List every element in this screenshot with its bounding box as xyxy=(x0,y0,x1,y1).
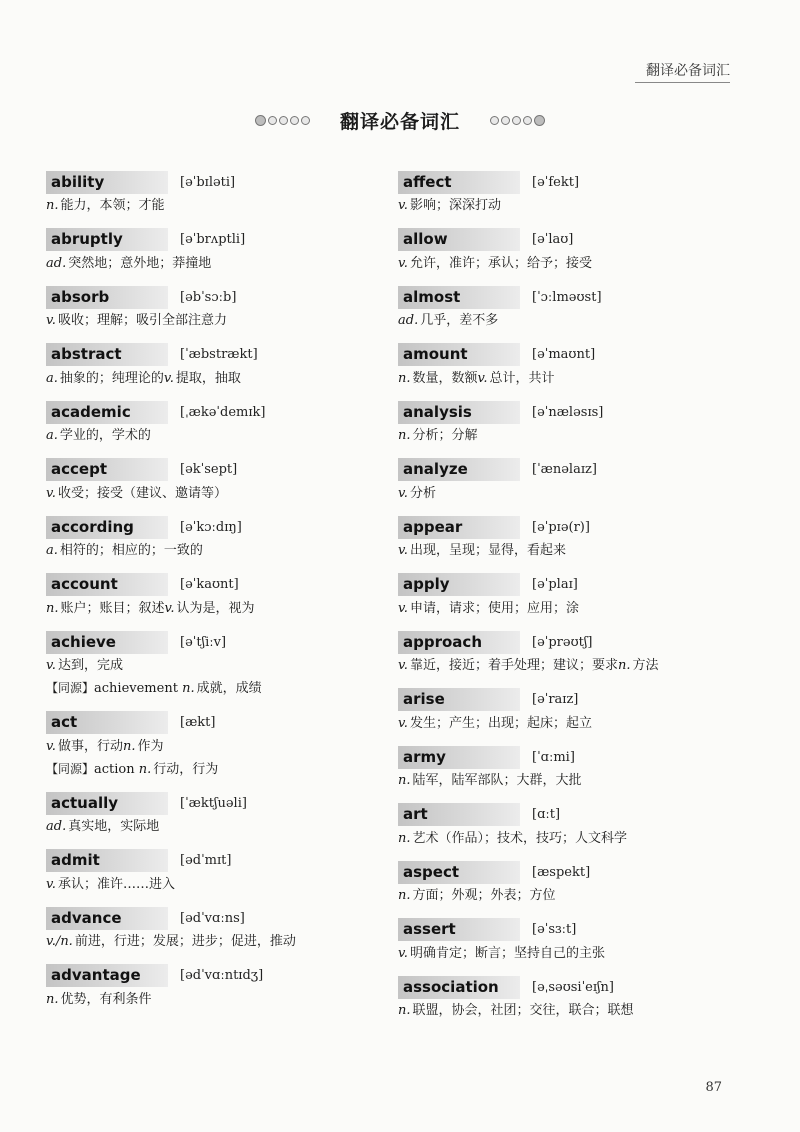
page-number: 87 xyxy=(705,1080,722,1095)
vocab-entry xyxy=(46,791,376,838)
definition xyxy=(46,195,376,217)
section-title: 翻译必备词汇 xyxy=(339,110,460,133)
phonetic: [əˈkɔːdɪŋ] xyxy=(180,519,242,535)
part-of-speech: n. xyxy=(122,738,136,754)
headword: absorb xyxy=(46,286,168,309)
word-line xyxy=(46,630,376,654)
ornament-dot xyxy=(490,116,499,125)
word-line xyxy=(398,745,758,769)
running-head: 翻译必备词汇 xyxy=(646,63,730,79)
ornament-dot xyxy=(534,115,545,126)
meaning-text: 艺术（作品）；技术，技巧；人文科学 xyxy=(412,830,628,846)
headword: ability xyxy=(46,171,168,194)
cognate-word: action xyxy=(94,761,135,777)
vocab-column-right xyxy=(398,170,758,1033)
part-of-speech: v. xyxy=(477,370,488,386)
headword: apply xyxy=(398,573,520,596)
definition xyxy=(46,540,376,562)
vocab-entry xyxy=(398,918,758,965)
meaning-text: 相符的；相应的；一致的 xyxy=(59,543,203,558)
part-of-speech: v. xyxy=(164,600,175,616)
definition xyxy=(46,598,376,620)
vocab-entry xyxy=(398,515,758,562)
headword: advance xyxy=(46,907,168,930)
vocab-entry xyxy=(46,228,376,275)
phonetic: [ˈæktʃuəli] xyxy=(180,795,247,811)
cognate-tag: 【同源】 xyxy=(46,681,95,695)
related-word-line xyxy=(46,758,376,781)
word-line xyxy=(398,975,758,999)
headword: approach xyxy=(398,631,520,654)
vocab-entry xyxy=(46,573,376,620)
meaning-text: 收受；接受（建议、邀请等） xyxy=(57,485,227,501)
definition xyxy=(398,885,758,907)
definition xyxy=(46,874,376,896)
phonetic: [əkˈsept] xyxy=(180,462,238,477)
phonetic: [əˈkaʊnt] xyxy=(180,577,239,592)
word-line xyxy=(398,515,758,539)
ornament-dot xyxy=(501,116,510,125)
phonetic: [əbˈsɔːb] xyxy=(180,289,237,305)
part-of-speech: v. xyxy=(398,945,408,961)
headword: art xyxy=(398,803,520,826)
phonetic: [ɑːt] xyxy=(532,807,561,822)
phonetic: [ækt] xyxy=(180,715,216,730)
word-line xyxy=(398,630,758,654)
vocab-entry xyxy=(398,860,758,907)
phonetic: [əˌsəʊsiˈeɪʃn] xyxy=(532,979,614,995)
definition xyxy=(46,736,376,758)
part-of-speech: v. xyxy=(398,255,408,271)
part-of-speech: a. xyxy=(46,370,58,386)
part-of-speech: n. xyxy=(398,773,411,788)
meaning-text: 提取，抽取 xyxy=(175,370,241,386)
definition xyxy=(398,770,758,792)
headword: account xyxy=(46,573,168,596)
word-line xyxy=(46,170,376,194)
vocab-entry xyxy=(46,711,376,781)
headword: amount xyxy=(398,343,520,366)
word-line xyxy=(46,964,376,988)
part-of-speech: n. xyxy=(46,198,59,213)
headword: achieve xyxy=(46,631,168,654)
meaning-text: 吸收；理解；吸引全部注意力 xyxy=(57,313,227,328)
title-ornament-right xyxy=(490,115,545,126)
meaning-text: 出现，呈现；显得，看起来 xyxy=(409,543,566,558)
meaning-text: 做事，行动 xyxy=(57,738,123,754)
definition xyxy=(46,310,376,332)
word-line xyxy=(46,515,376,539)
vocab-entry xyxy=(46,849,376,896)
vocab-entry xyxy=(398,400,758,447)
part-of-speech: v. xyxy=(398,715,408,731)
word-line xyxy=(46,906,376,930)
meaning-text: 联盟，协会，社团；交往，联合；联想 xyxy=(412,1003,634,1018)
phonetic: [əˈplaɪ] xyxy=(532,577,578,592)
vocab-entry xyxy=(398,745,758,792)
phonetic: [ədˈvɑːntɪdʒ] xyxy=(180,968,264,983)
meaning-text: 学业的，学术的 xyxy=(59,428,151,443)
word-line xyxy=(46,458,376,482)
phonetic: [əˈprəʊtʃ] xyxy=(532,634,593,650)
word-line xyxy=(398,343,758,367)
ornament-dot xyxy=(290,116,299,125)
part-of-speech: v. xyxy=(398,543,408,558)
phonetic: [ˈɔːlməʊst] xyxy=(532,289,602,305)
word-line xyxy=(46,791,376,815)
vocab-entry xyxy=(398,228,758,275)
word-line xyxy=(46,400,376,424)
meaning-text: 达到，完成 xyxy=(57,658,123,673)
meaning-text: 允许，准许；承认；给予；接受 xyxy=(409,255,592,271)
phonetic: [ˈɑːmi] xyxy=(532,749,575,765)
definition xyxy=(46,989,376,1011)
word-line xyxy=(46,285,376,309)
vocab-entry xyxy=(398,458,758,505)
headword: academic xyxy=(46,401,168,424)
part-of-speech: v. xyxy=(398,658,408,673)
definition xyxy=(46,483,376,505)
definition xyxy=(46,368,376,390)
headword: affect xyxy=(398,171,520,194)
part-of-speech: v. xyxy=(46,485,56,501)
phonetic: [əˈbɪləti] xyxy=(180,174,236,190)
word-line xyxy=(398,688,758,712)
cognate-word: achievement xyxy=(94,681,178,696)
headword: analyze xyxy=(398,458,520,481)
meaning-text: 明确肯定；断言；坚持自己的主张 xyxy=(409,945,605,961)
definition xyxy=(398,425,758,447)
ornament-dot xyxy=(512,116,521,125)
vocab-entry xyxy=(46,964,376,1011)
definition xyxy=(398,713,758,735)
vocab-entry xyxy=(398,285,758,332)
meaning-text: 行动，行为 xyxy=(153,761,219,777)
meaning-text: 账户；账目；叙述 xyxy=(60,600,165,616)
title-ornament-left xyxy=(255,115,310,126)
headword: advantage xyxy=(46,964,168,987)
phonetic: [ədˈvɑːns] xyxy=(180,910,245,926)
headword: assert xyxy=(398,918,520,941)
headword: abruptly xyxy=(46,228,168,251)
word-line xyxy=(398,228,758,252)
meaning-text: 能力，本领；才能 xyxy=(60,198,165,213)
meaning-text: 方面；外观；外表；方位 xyxy=(412,888,556,903)
meaning-text: 影响；深深打动 xyxy=(409,198,501,213)
definition xyxy=(398,943,758,965)
part-of-speech: ad. xyxy=(46,819,67,834)
meaning-text: 几乎，差不多 xyxy=(420,313,499,328)
vocab-entry xyxy=(398,630,758,677)
definition xyxy=(46,816,376,838)
part-of-speech: v. xyxy=(46,876,56,892)
headword: analysis xyxy=(398,401,520,424)
headword: according xyxy=(46,516,168,539)
vocab-entry xyxy=(46,515,376,562)
definition xyxy=(398,540,758,562)
meaning-text: 申请，请求；使用；应用；涂 xyxy=(409,600,579,616)
headword: almost xyxy=(398,286,520,309)
vocab-entry xyxy=(398,573,758,620)
word-line xyxy=(46,849,376,873)
phonetic: [əˈtʃiːv] xyxy=(180,634,227,650)
headword: aspect xyxy=(398,861,520,884)
phonetic: [əˈmaʊnt] xyxy=(532,347,596,362)
phonetic: [ˈæbstrækt] xyxy=(180,347,258,362)
part-of-speech: n. xyxy=(398,428,411,443)
word-line xyxy=(46,228,376,252)
part-of-speech: n. xyxy=(398,888,411,903)
vocab-entry xyxy=(398,803,758,850)
definition xyxy=(46,931,376,953)
definition xyxy=(46,655,376,677)
vocab-entry xyxy=(398,975,758,1022)
part-of-speech: v. xyxy=(163,370,174,386)
meaning-text: 抽象的；纯理论的 xyxy=(59,370,164,386)
phonetic: [əˈraɪz] xyxy=(532,692,579,707)
word-line xyxy=(46,573,376,597)
part-of-speech: n. xyxy=(398,830,411,846)
vocab-entry xyxy=(46,906,376,953)
vocab-entry xyxy=(46,630,376,700)
headword: admit xyxy=(46,849,168,872)
meaning-text: 承认；准许……进入 xyxy=(57,876,175,892)
part-of-speech: v. xyxy=(398,198,408,213)
part-of-speech: v. xyxy=(46,658,56,673)
ornament-dot xyxy=(255,115,266,126)
meaning-text: 陆军，陆军部队；大群，大批 xyxy=(412,773,582,788)
meaning-text: 认为是，视为 xyxy=(176,600,255,616)
vocab-entry xyxy=(398,170,758,217)
word-line xyxy=(398,400,758,424)
part-of-speech: a. xyxy=(46,543,58,558)
part-of-speech: v. xyxy=(46,313,56,328)
part-of-speech: n. xyxy=(398,1003,411,1018)
phonetic: [əˈsɜːt] xyxy=(532,922,577,937)
phonetic: [ˈænəlaɪz] xyxy=(532,462,597,477)
related-word-line xyxy=(46,677,376,700)
meaning-text: 真实地，实际地 xyxy=(68,819,160,834)
ornament-dot xyxy=(301,116,310,125)
phonetic: [əˈpɪə(r)] xyxy=(532,519,590,535)
phonetic: [ədˈmɪt] xyxy=(180,853,232,868)
definition xyxy=(398,655,758,677)
phonetic: [əˈnæləsɪs] xyxy=(532,404,604,420)
phonetic: [æspekt] xyxy=(532,864,591,880)
ornament-dot xyxy=(279,116,288,125)
cognate-tag: 【同源】 xyxy=(46,761,95,776)
meaning-text: 总计，共计 xyxy=(489,370,555,386)
part-of-speech: n. xyxy=(182,681,195,696)
word-line xyxy=(398,860,758,884)
definition xyxy=(398,483,758,505)
vocab-entry xyxy=(398,343,758,390)
meaning-text: 发生；产生；出现；起床；起立 xyxy=(409,715,592,731)
definition xyxy=(398,828,758,850)
headword: act xyxy=(46,711,168,734)
meaning-text: 分析 xyxy=(409,485,436,501)
definition xyxy=(398,368,758,390)
headword: association xyxy=(398,976,520,999)
phonetic: [əˈfekt] xyxy=(532,174,580,190)
meaning-text: 数量，数额 xyxy=(412,370,478,386)
meaning-text: 前进，行进；发展；进步；促进，推动 xyxy=(74,934,296,949)
headword: army xyxy=(398,746,520,769)
headword: appear xyxy=(398,516,520,539)
header-rule xyxy=(635,82,730,83)
word-line xyxy=(46,711,376,735)
word-line xyxy=(398,170,758,194)
vocab-entry xyxy=(46,458,376,505)
meaning-text: 方法 xyxy=(632,658,659,673)
part-of-speech: v. xyxy=(46,738,56,754)
part-of-speech: v./n. xyxy=(46,934,73,949)
ornament-dot xyxy=(523,116,532,125)
headword: allow xyxy=(398,228,520,251)
meaning-text: 突然地；意外地；莽撞地 xyxy=(68,255,212,271)
headword: actually xyxy=(46,792,168,815)
vocab-entry xyxy=(46,343,376,390)
definition xyxy=(398,310,758,332)
phonetic: [əˈbrʌptli] xyxy=(180,232,246,247)
section-title-row xyxy=(0,106,800,134)
meaning-text: 成就，成绩 xyxy=(196,681,262,696)
word-line xyxy=(398,285,758,309)
part-of-speech: n. xyxy=(46,600,59,616)
word-line xyxy=(398,803,758,827)
part-of-speech: v. xyxy=(398,485,408,501)
vocab-entry xyxy=(46,170,376,217)
part-of-speech: n. xyxy=(138,761,152,777)
meaning-text: 靠近，接近；着手处理；建议；要求 xyxy=(409,658,618,673)
phonetic: [əˈlaʊ] xyxy=(532,232,574,247)
definition xyxy=(398,1000,758,1022)
part-of-speech: ad. xyxy=(398,313,419,328)
part-of-speech: n. xyxy=(398,370,411,386)
word-line xyxy=(398,918,758,942)
ornament-dot xyxy=(268,116,277,125)
definition xyxy=(46,253,376,275)
headword: abstract xyxy=(46,343,168,366)
definition xyxy=(398,195,758,217)
word-line xyxy=(46,343,376,367)
phonetic: [ˌækəˈdemɪk] xyxy=(180,404,266,420)
vocab-entry xyxy=(46,285,376,332)
part-of-speech: n. xyxy=(617,658,631,673)
definition xyxy=(398,598,758,620)
part-of-speech: a. xyxy=(46,428,58,443)
vocab-entry xyxy=(46,400,376,447)
headword: accept xyxy=(46,458,168,481)
definition xyxy=(398,253,758,275)
headword: arise xyxy=(398,688,520,711)
word-line xyxy=(398,573,758,597)
part-of-speech: v. xyxy=(398,600,408,616)
definition xyxy=(46,425,376,447)
meaning-text: 优势，有利条件 xyxy=(60,991,152,1007)
part-of-speech: ad. xyxy=(46,255,67,271)
meaning-text: 分析；分解 xyxy=(412,428,478,443)
meaning-text: 作为 xyxy=(137,738,164,754)
vocab-entry xyxy=(398,688,758,735)
part-of-speech: n. xyxy=(46,991,59,1007)
word-line xyxy=(398,458,758,482)
vocab-column-left xyxy=(46,170,376,1021)
